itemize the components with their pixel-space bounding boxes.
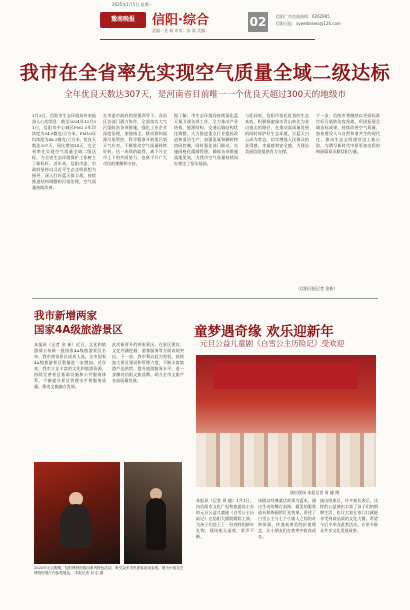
stage-photo-caption: 演出现场 本报记者 周 捷 摄 (290, 490, 340, 495)
section-divider (32, 298, 378, 299)
audience-children (196, 433, 376, 487)
main-story-column: 下一步，信阳市将继续以更高标准打好污染防治攻坚战，巩固拓展全域达标成果，持续改善空气质量，加快建设人与自然和谐共生的现代化，推动生态文明建设迈上新台阶，为谱写新时代中原更加出彩的绚丽篇章贡献信阳力量。 (316, 113, 380, 154)
contact-info (276, 13, 341, 27)
left-story-column: 本报讯（记者 金 新）近日，文化和旅游部公布新一批国家4A级旅游景区名单，我市两家景区成功入选，全市国家4A级旅游景区数量进一步增加。近年来，我市立足丰富的文化和旅游资源，持续完善景区基础设施和公共服务体系，不断提升景区管理水平和服务质量，推动文旅融合发展。 (34, 342, 106, 389)
stage-performance-photo (196, 355, 376, 487)
main-headline: 我市在全省率先实现空气质量全域二级达标 (19, 62, 391, 84)
right-story-body (196, 498, 378, 608)
page-number: 02 (248, 12, 268, 32)
museum-photo-child (34, 462, 120, 564)
child-figure (60, 504, 92, 548)
main-story-column: 1月3日，信阳市生态环境局传来振奋人心的消息：截至2024年12月31日，信阳市中心城区PM2.5年均浓度为34.9微克/立方米，PM10年均浓度为48.3微克/立方米，优良天数达307天，同比增加14天，在全省率先实现空气质量全域二级达标，为全省生态环境保护工作树立了新标杆。近年来，信阳市委、市政府坚持以习近平生态文明思想为指导，深入打好蓝天保卫战，持续推进结构调整和污染治理，空气质量持续改善。 (32, 113, 96, 190)
museum-photo-visitor (124, 462, 182, 564)
right-story-column: 本报讯（记者 周 捷）1月1日，由信阳市文化广电和旅游局主办的元旦公益儿童剧《白雪公主历险记》在信阳大剧院精彩上演，为孩子们送上了一份别样的新年礼物，现场座无虚席、掌声不断。 (196, 498, 254, 539)
left-headline-line2: 国家4A级旅游景区 (34, 324, 123, 336)
issue-date: 2025年1月5日 星期一 (112, 2, 153, 7)
contact-line: 信阳日报：xywebnews@126.com (276, 21, 341, 26)
right-story-column: 该剧以经典童话故事为蓝本，通过生动的舞台表演、精美的服装道具和绚丽的灯光效果，讲述了白雪公主与七个小矮人之间的奇妙故事，传递真善美的价值理念，让小朋友们在欢笑中收获成长。 (258, 498, 316, 539)
section-title: 信阳·综合 (152, 13, 209, 28)
main-story-column: 与此同时，信阳市依托优良的生态本底，积极探索绿水青山转化为金山银山的路径，在推动高质量发展的同时保护好生态环境，让蓝天白云成为常态，切实增强人民群众的获得感、幸福感和安全感，为建设美丽信阳提供有力支撑。 (245, 113, 309, 154)
right-headline: 童梦遇奇缘 欢乐迎新年 (194, 324, 334, 340)
left-headline-line1: 我市新增两家 (34, 310, 97, 322)
left-story-body (34, 342, 184, 455)
visitor-figure (146, 498, 166, 550)
masthead (0, 0, 410, 44)
section-editors: 责编：金 新 审读：张 磊 美编： (152, 28, 210, 33)
masthead-rule (100, 39, 315, 40)
main-story-column: 据了解，市生态环境局持续深化蓝天保卫战各项工作，全力推动产业结构、能源结构、交通运输结构优化调整，大力推进重点行业提标改造和清洁生产，加强臭氧和颗粒物协同控制，同时强化部门联动，实施网格化精细管理，确保各项措施落地见效，为我市空气质量持续向好奠定了坚实基础。 (174, 113, 238, 166)
right-story-column: 演出结束后，许多家长表示，这样的公益演出丰富了孩子们的假期生活，也让大家在家门口就能享受到高品质的文化大餐，希望今后多举办此类活动，让更多群众共享文化发展成果。 (320, 498, 378, 533)
left-story-column: 此次新晋升的两家景区，在景区建设、文化内涵挖掘、游客服务等方面表现突出。下一步，我市将以此为契机，持续加大景区建设和管理力度，不断丰富旅游产品供给，提升旅游服务水平，进一步擦亮信阳文旅品牌，助力全市文旅产业高质量发展。 (112, 342, 184, 383)
stage-banner (214, 363, 358, 389)
newspaper-logo: 豫南晚报 (100, 12, 146, 28)
main-subhead: 全年优良天数达307天，是河南省目前唯一一个优良天超过300天的地级市 (63, 90, 347, 100)
main-story-byline: （信阳日报记者 金新） (296, 286, 338, 291)
main-story-column: 在市委市政府的坚强领导下，各县区各部门通力协作，全面落实大气污染防治各项措施，强化工业企业深度治理，加强扬尘、移动源和面源污染管控，科学精准开展重污染天气应对，不断推动空气质量持续好转。这一成绩的取得，离不开全市上下的共同努力，也离不开广大市民的理解和支持。 (103, 113, 167, 166)
main-story-body (32, 113, 380, 293)
museum-photo-caption: 2025年元旦假期，信阳博物馆推出系列特色活动，吸引众多市民游客前来参观。图为小朋友在博物馆展厅内参观展品。 本报记者 刘 弘 摄 (34, 566, 184, 576)
right-subhead: 元旦公益儿童剧《白雪公主历险记》受欢迎 (200, 339, 345, 348)
contact-line: 信阳广告咨询热线：6262965 (276, 14, 330, 19)
